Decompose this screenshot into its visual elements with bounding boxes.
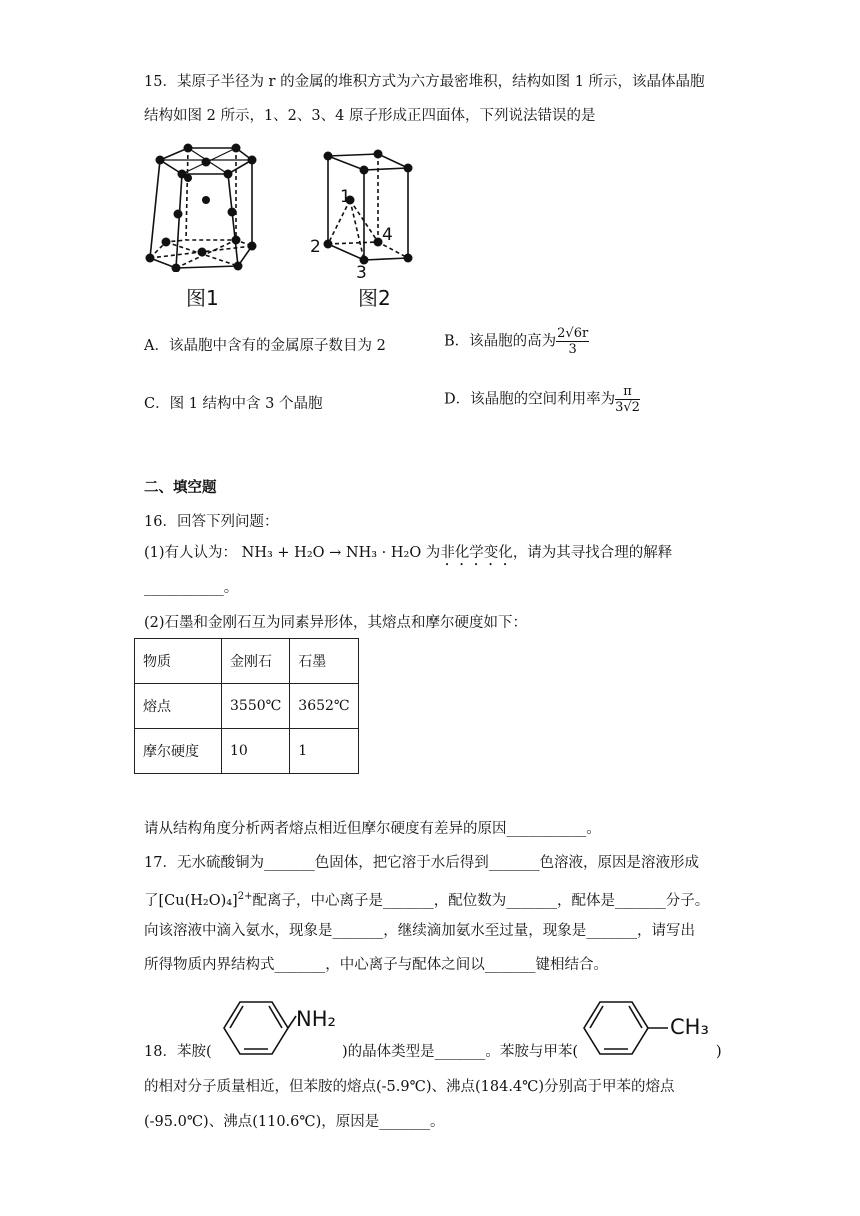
table-cell: 1 — [290, 729, 358, 774]
q16-head: 16．回答下列问题： — [144, 514, 279, 530]
q18-line1-b: )的晶体类型是_______。苯胺与甲苯( — [342, 1044, 579, 1060]
option-b-text: B．该晶胞的高为 — [444, 333, 557, 350]
option-c: C．图 1 结构中含 3 个晶胞 — [144, 396, 323, 412]
option-d-numerator: π — [615, 384, 640, 400]
option-b-numerator: 2√6r — [557, 326, 589, 341]
table-cell: 10 — [222, 729, 290, 774]
q18-line3: (-95.0℃)、沸点(110.6℃)，原因是_______。 — [144, 1114, 445, 1130]
q17-charge: 2+ — [237, 891, 253, 902]
q16-part1-prefix: (1)有人认为： — [144, 545, 238, 561]
atom-label-3: 3 — [356, 263, 367, 282]
q16-part2: (2)石墨和金刚石互为同素异形体，其熔点和摩尔硬度如下： — [144, 615, 528, 631]
q18-line1-c: ) — [716, 1044, 722, 1060]
q17-line2-rest: 配离子，中心离子是_______，配位数为_______，配体是_______分子。 — [252, 892, 710, 909]
q17-line3: 向该溶液中滴入氨水，现象是_______，继续滴加氨水至过量，现象是_______，请写出 — [144, 923, 695, 939]
q16-part1-emphasis: 非化学变化 — [440, 545, 513, 561]
table-cell: 石墨 — [290, 639, 358, 684]
aniline-structure — [204, 996, 354, 1060]
option-d-fraction — [615, 384, 640, 415]
table-cell: 金刚石 — [222, 639, 290, 684]
q16-part1-suffix: ，请为其寻找合理的解释 — [512, 545, 673, 561]
q15-stem-line2: 结构如图 2 所示，1、2、3、4 原子形成正四面体，下列说法错误的是 — [144, 108, 596, 124]
section-title: 二、填空题 — [144, 479, 217, 496]
atom-label-1: 1 — [340, 187, 351, 207]
properties-table — [134, 638, 359, 774]
option-d-denominator: 3√2 — [615, 400, 640, 415]
hcp-structure-figure — [140, 142, 270, 272]
option-b-fraction — [556, 326, 589, 357]
table-cell: 3652℃ — [290, 684, 358, 729]
unit-cell-figure — [306, 142, 426, 282]
q18-line1-a: 18．苯胺( — [144, 1044, 212, 1060]
atom-label-2: 2 — [310, 237, 321, 257]
q18-line2: 的相对分子质量相近，但苯胺的熔点(-5.9℃)、沸点(184.4℃)分别高于甲苯的熔点 — [144, 1079, 675, 1095]
figure1-caption: 图1 — [186, 286, 219, 310]
table-cell: 3550℃ — [222, 684, 290, 729]
option-a: A．该晶胞中含有的金属原子数目为 2 — [144, 338, 386, 354]
table-cell: 摩尔硬度 — [135, 729, 222, 774]
q17-line2 — [144, 887, 709, 911]
option-b — [444, 326, 589, 357]
table-row — [135, 729, 359, 774]
option-b-denominator: 3 — [568, 342, 577, 357]
table-header-row — [135, 639, 359, 684]
q16-part1-equation: NH₃ + H₂O → NH₃ · H₂O 为 — [241, 545, 441, 561]
table-row — [135, 684, 359, 729]
option-d-text: D．该晶胞的空间利用率为 — [444, 391, 616, 408]
q17-line1: 17．无水硫酸铜为_______色固体，把它溶于水后得到_______色溶液，原因是溶液形成 — [144, 855, 699, 871]
toluene-structure — [574, 996, 724, 1060]
q16-part3: 请从结构角度分析两者熔点相近但摩尔硬度有差异的原因___________。 — [144, 821, 601, 837]
table-cell: 熔点 — [135, 684, 222, 729]
ch3-label: CH₃ — [670, 1015, 709, 1039]
nh2-label: NH₂ — [296, 1007, 336, 1031]
atom-label-4: 4 — [382, 225, 393, 245]
q17-complex-ion: 了[Cu(H₂O)₄] — [144, 892, 238, 909]
figure2-caption: 图2 — [358, 286, 391, 310]
table-cell: 物质 — [135, 639, 222, 684]
q16-part1-blank: ___________。 — [144, 580, 239, 596]
q17-line4: 所得物质内界结构式_______，中心离子与配体之间以_______键相结合。 — [144, 957, 608, 973]
q15-stem-line1: 15．某原子半径为 r 的金属的堆积方式为六方最密堆积，结构如图 1 所示，该晶体晶胞 — [144, 74, 705, 90]
q16-part1 — [144, 543, 672, 569]
option-d — [444, 384, 640, 415]
